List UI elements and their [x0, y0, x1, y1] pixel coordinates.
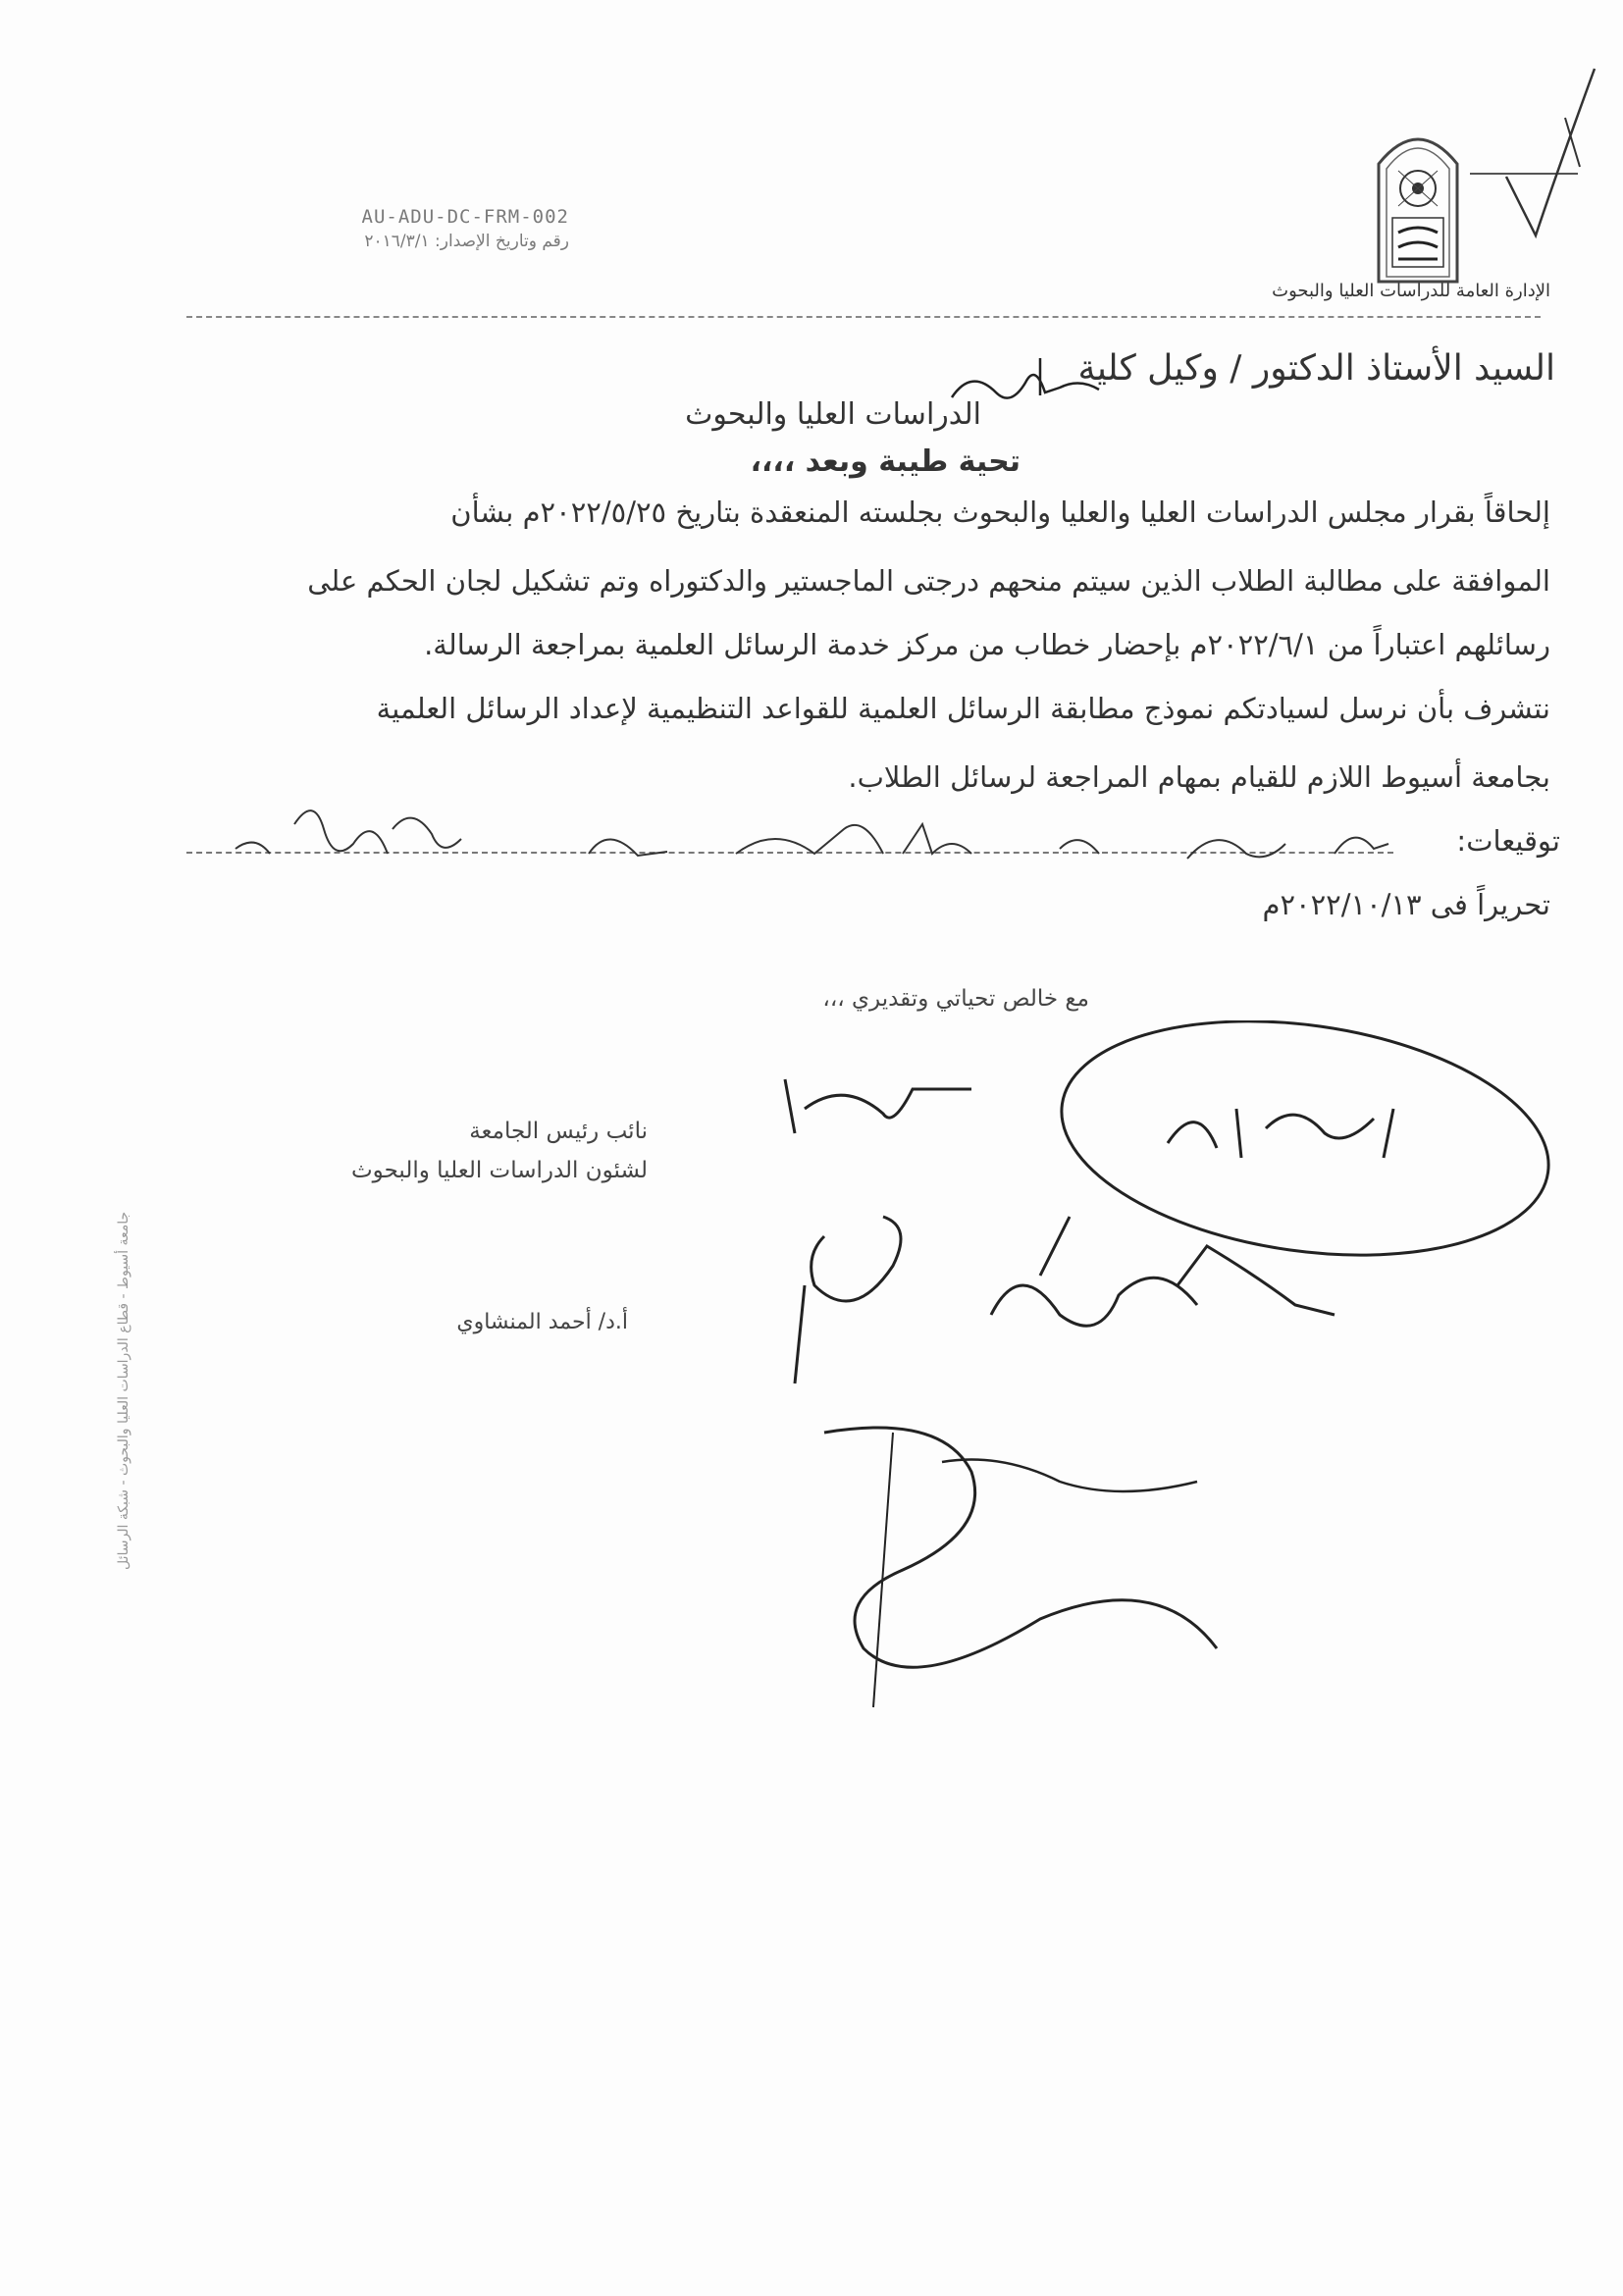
- addressee-line: السيد الأستاذ الدكتور / وكيل كلية: [1077, 348, 1555, 389]
- handwritten-annotation: [746, 1020, 1580, 1727]
- paragraph-line-4: نتشرف بأن نرسل لسيادتكم نموذج مطابقة الرسائل العلمية للقواعد التنظيمية لإعداد الرسائل العلمية: [376, 692, 1550, 725]
- greeting: تحية طيبة وبعد ،،،،: [750, 444, 1021, 479]
- form-issue-date: رقم وتاريخ الإصدار: ٢٠١٦/٣/١: [364, 232, 569, 251]
- header-divider: [186, 316, 1541, 318]
- signatures-label: توقيعات:: [1456, 824, 1560, 858]
- corner-check-mark: [1496, 59, 1604, 245]
- margin-note: جامعة أسيوط - قطاع الدراسات العليا والبحوث - شبكة الرسائل: [116, 1211, 131, 1570]
- paragraph-line-1: إلحاقاً بقرار مجلس الدراسات العليا والعليا والبحوث بجلسته المنعقدة بتاريخ ٢٠٢٢/٥/٢٥م بشأن: [450, 496, 1550, 529]
- paragraph-line-2: الموافقة على مطالبة الطلاب الذين سيتم منحهم درجتى الماجستير والدكتوراه وتم تشكيل لجان الحكم على: [307, 564, 1550, 598]
- form-code: AU-ADU-DC-FRM-002: [361, 206, 569, 228]
- signatory-title-2: لشئون الدراسات العليا والبحوث: [351, 1158, 648, 1183]
- paragraph-line-5: بجامعة أسيوط اللازم للقيام بمهام المراجعة لرسائل الطلاب.: [848, 760, 1550, 794]
- department-name: الإدارة العامة للدراسات العليا والبحوث: [1272, 281, 1550, 301]
- date-line: تحريراً فى ٢٠٢٢/١٠/١٣م: [1262, 888, 1550, 921]
- subject-line: الدراسات العليا والبحوث: [685, 397, 981, 432]
- university-logo: [1369, 110, 1467, 287]
- closing-line: مع خالص تحياتي وتقديري ،،،: [822, 986, 1089, 1012]
- signatory-name: أ.د/ أحمد المنشاوي: [456, 1310, 628, 1334]
- handwritten-signatures: [177, 785, 1433, 893]
- signatory-title: نائب رئيس الجامعة: [469, 1119, 648, 1144]
- paragraph-line-3: رسائلهم اعتباراً من ٢٠٢٢/٦/١م بإحضار خطاب من مركز خدمة الرسائل العلمية بمراجعة الرسالة.: [424, 628, 1550, 661]
